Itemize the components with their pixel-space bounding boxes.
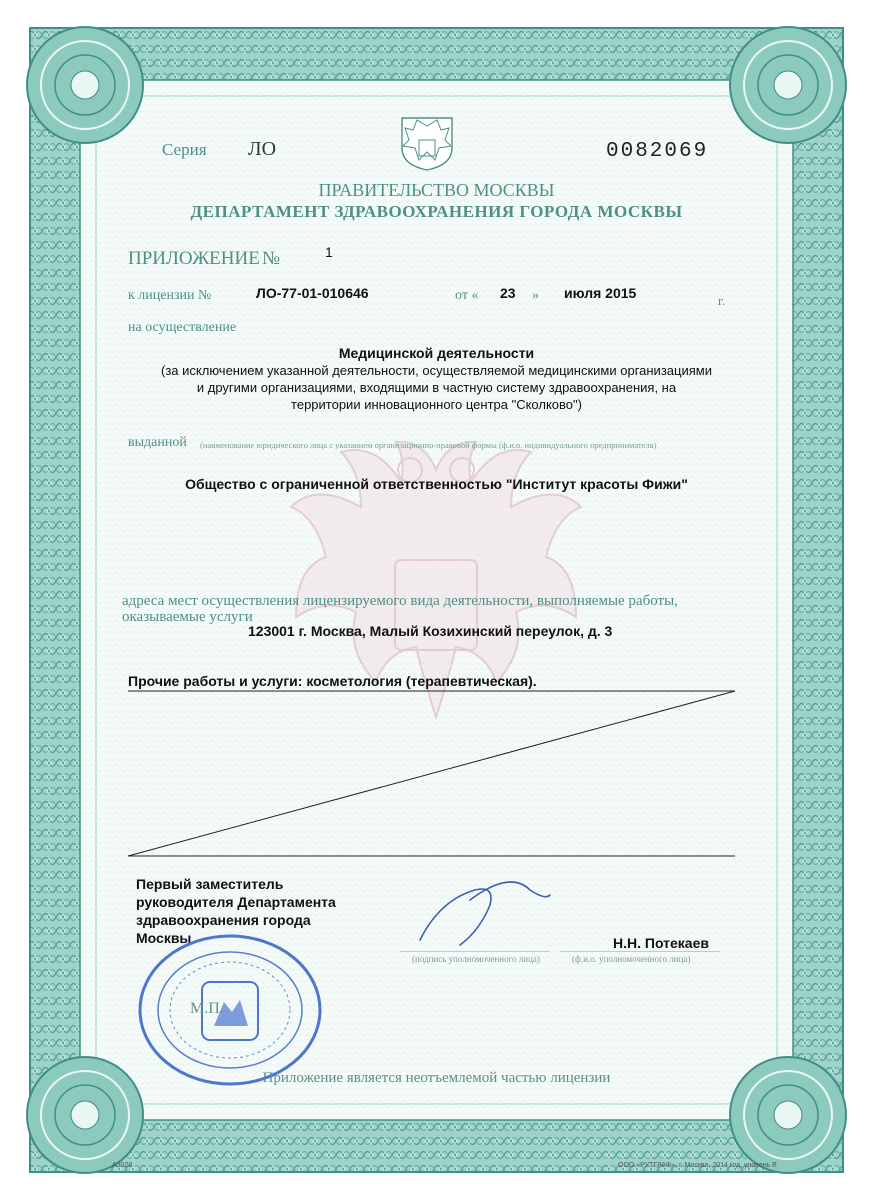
footer-note: Приложение является неотъемлемой частью лицензии bbox=[262, 1070, 611, 1086]
name-underline bbox=[560, 951, 720, 952]
appendix-num-sign: № bbox=[262, 248, 281, 269]
footer-left-code: А3028 bbox=[112, 1162, 133, 1169]
activity-title: Медицинской деятельности bbox=[338, 345, 535, 361]
signer-position-line-1: Первый заместитель bbox=[136, 876, 284, 892]
license-day: 23 bbox=[500, 285, 516, 301]
signer-position-line-2: руководителя Департамента bbox=[136, 894, 336, 910]
works-value: Прочие работы и услуги: косметология (терапевтическая). bbox=[128, 673, 537, 689]
signer-name: Н.Н. Потекаев bbox=[613, 935, 709, 951]
activity-line-3: территории инновационного центра "Сколково") bbox=[291, 397, 582, 412]
license-number: ЛО-77-01-010646 bbox=[256, 285, 369, 301]
appendix-number: 1 bbox=[325, 244, 333, 260]
signer-position-line-3: здравоохранения города bbox=[136, 912, 311, 928]
official-seal-stamp bbox=[132, 930, 332, 1090]
gov-title: ПРАВИТЕЛЬСТВО МОСКВЫ bbox=[318, 180, 555, 200]
series-label: Серия bbox=[162, 140, 207, 159]
license-year-suffix: г. bbox=[718, 293, 726, 308]
mp-label: М.П. bbox=[190, 1000, 224, 1017]
address-value: 123001 г. Москва, Малый Козихинский переулок, д. 3 bbox=[248, 623, 613, 639]
activity-label: на осуществление bbox=[128, 320, 237, 335]
license-close-quote: » bbox=[532, 288, 539, 303]
form-number: 0082069 bbox=[606, 140, 709, 163]
issued-organization: Общество с ограниченной ответственностью "Институт красоты Фижи" bbox=[185, 476, 688, 492]
activity-line-1: (за исключением указанной деятельности, осуществляемой медицинскими организациями bbox=[161, 363, 712, 378]
issued-hint: (наименование юридического лица с указанием организационно-правовой формы (ф.и.о. индивидуального предпринимателя) bbox=[200, 440, 657, 450]
dept-title: ДЕПАРТАМЕНТ ЗДРАВООХРАНЕНИЯ ГОРОДА МОСКВЫ bbox=[190, 202, 683, 221]
license-month-year: июля 2015 bbox=[564, 285, 637, 301]
addresses-label-line-2: оказываемые услуги bbox=[122, 609, 253, 625]
license-prefix: к лицензии № bbox=[128, 288, 212, 303]
footer-printer: ООО «РУТГРАФ», г. Москва, 2014 год, уровень В bbox=[618, 1162, 777, 1169]
sign-underline bbox=[400, 951, 550, 952]
appendix-label: ПРИЛОЖЕНИЕ bbox=[128, 248, 260, 269]
license-from-label: от « bbox=[455, 288, 479, 303]
issued-label: выданной bbox=[128, 435, 187, 450]
handwritten-signature bbox=[400, 860, 560, 960]
activity-line-2: и другими организациями, входящими в частную систему здравоохранения, на bbox=[196, 380, 677, 395]
signer-position-line-4: Москвы bbox=[136, 930, 192, 946]
addresses-label-line-1: адреса мест осуществления лицензируемого вида деятельности, выполняемые работы, bbox=[122, 593, 678, 609]
sign-hint: (подпись уполномоченного лица) bbox=[412, 954, 540, 964]
name-hint: (ф.и.о. уполномоченного лица) bbox=[572, 954, 691, 964]
series-value: ЛО bbox=[248, 138, 277, 160]
